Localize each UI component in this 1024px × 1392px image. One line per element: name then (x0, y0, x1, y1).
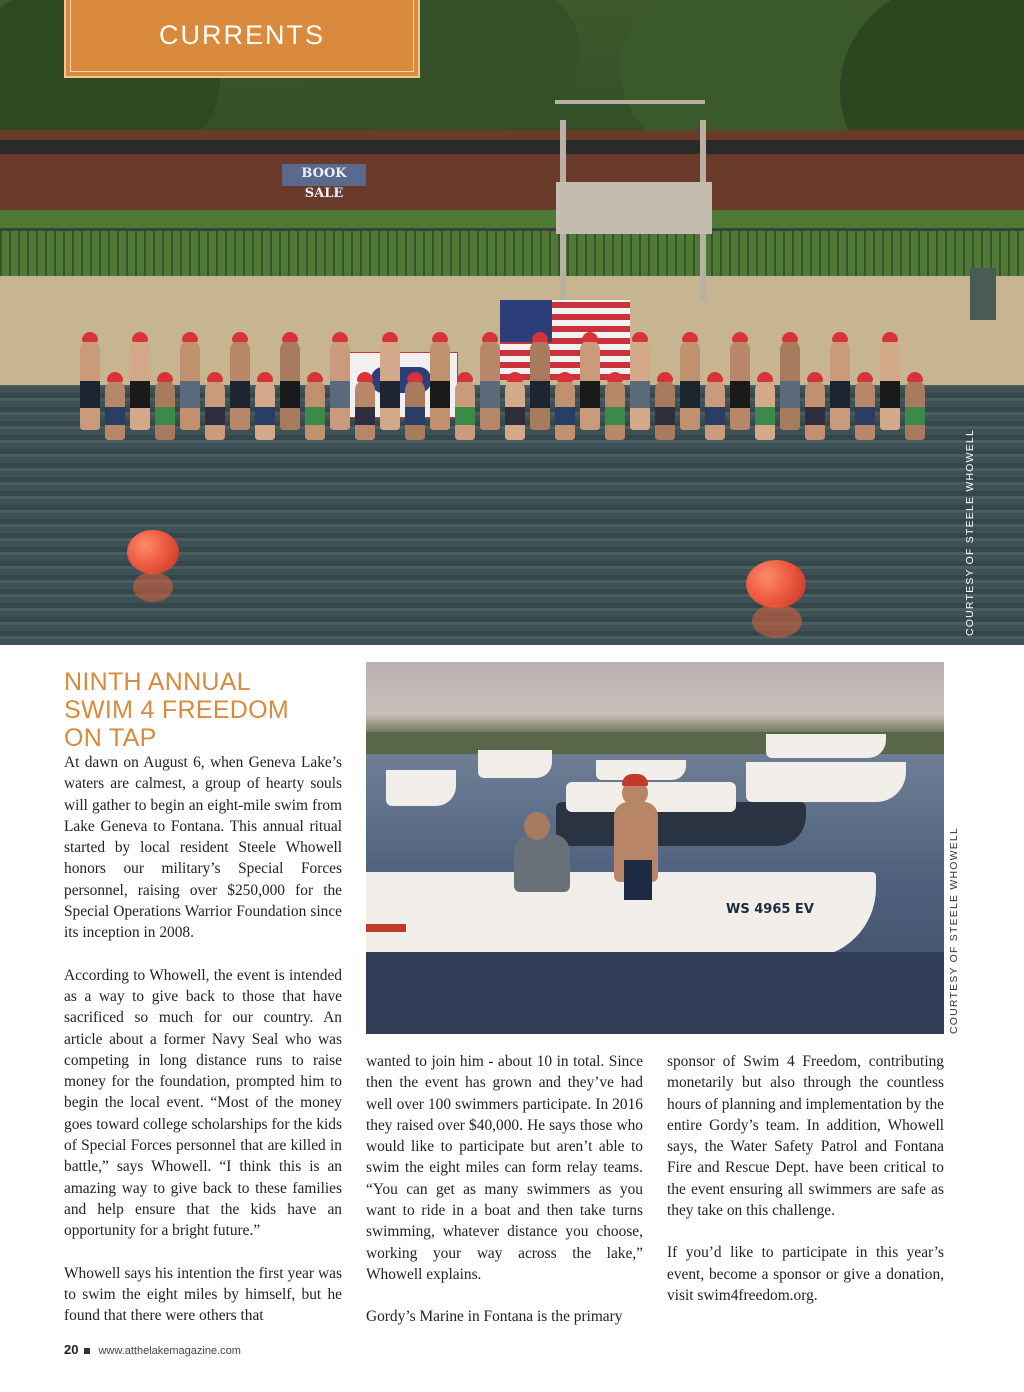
swimmer-shape (755, 380, 775, 440)
red-cap (207, 372, 223, 382)
red-cap (532, 332, 548, 342)
book-sale-sign: BOOK SALE (282, 164, 366, 186)
headline-line: NINTH ANNUAL (64, 668, 251, 696)
red-cap (132, 332, 148, 342)
red-cap (507, 372, 523, 382)
swimmer-shape (505, 380, 525, 440)
hero-photo-credit: COURTESY OF STEELE WHOWELL (964, 428, 976, 636)
red-cap (682, 332, 698, 342)
swimmer-shape (105, 380, 125, 440)
red-cap (907, 372, 923, 382)
red-cap (607, 372, 623, 382)
swimmer-shape (630, 340, 650, 430)
headline-line: SWIM 4 FREEDOM (64, 696, 290, 724)
swimmer-shape (80, 340, 100, 430)
boat-registration: WS 4965 EV (726, 902, 814, 917)
page-number: 20 (64, 1342, 79, 1357)
person-shape (514, 834, 570, 892)
boat-shape (478, 750, 552, 778)
red-cap (632, 332, 648, 342)
boat-photo (366, 662, 944, 1034)
red-cap (657, 372, 673, 382)
red-cap (807, 372, 823, 382)
swimmer-shape (705, 380, 725, 440)
swimmer-shape (330, 340, 350, 430)
swimmer-shape (380, 340, 400, 430)
red-cap (282, 332, 298, 342)
swimmer-shape (555, 380, 575, 440)
page-footer (64, 1342, 241, 1357)
boat-shape (746, 762, 906, 802)
red-cap (482, 332, 498, 342)
swimmer-shape (155, 380, 175, 440)
article-column-2 (366, 1051, 643, 1328)
footer-url[interactable]: www.atthelakemagazine.com (98, 1345, 241, 1357)
tower-platform (556, 182, 712, 234)
swimmer-shape (280, 340, 300, 430)
swim-trunks (624, 860, 652, 900)
swimmer-shape (205, 380, 225, 440)
swimmer-shape (830, 340, 850, 430)
red-cap (307, 372, 323, 382)
swimmer-shape (905, 380, 925, 440)
red-cap (332, 332, 348, 342)
red-cap (182, 332, 198, 342)
swimmer-shape (580, 340, 600, 430)
red-cap (382, 332, 398, 342)
swimmer-shape (730, 340, 750, 430)
red-cap (557, 372, 573, 382)
red-cap (457, 372, 473, 382)
red-cap (257, 372, 273, 382)
american-flag (500, 300, 630, 380)
section-tag (64, 0, 420, 78)
tower-roof (555, 100, 705, 124)
red-cap (157, 372, 173, 382)
paragraph: wanted to join him - about 10 in total. Since then the event has grown and they’ve had well over 100 swimmers participate. In 2016 they raised over $40,000. He says those who would like to participate but aren’t able to swim the eight miles can form relay teams. “You can get as many swimmers as you want to ride in a boat and then take turns swimming, whatever distance you choose, working your way across the lake,” Whowell explains. (366, 1053, 643, 1283)
red-cap (857, 372, 873, 382)
red-cap (432, 332, 448, 342)
red-cap (782, 332, 798, 342)
red-cap (82, 332, 98, 342)
red-cap (882, 332, 898, 342)
swimmer-shape (530, 340, 550, 430)
swimmer-shape (455, 380, 475, 440)
swimmer-shape (805, 380, 825, 440)
paragraph: If you’d like to participate in this year’s event, become a sponsor or give a donation, visit swim4freedom.org. (667, 1244, 944, 1304)
swimmer-shape (680, 340, 700, 430)
hero-photo (0, 0, 1024, 645)
swimmer-shape (480, 340, 500, 430)
red-cap (832, 332, 848, 342)
buoy-reflection (752, 604, 802, 638)
red-cap (232, 332, 248, 342)
buoy (746, 560, 806, 608)
paragraph: According to Whowell, the event is intended as a way to give back to those that have sacrificed so much for our country. An article about a former Navy Seal who was competing in long distance runs to raise money for the foundation, prompted him to begin the local event. “Most of the money goes toward college scholarships for the kids of Special Forces personnel that are killed in battle,” says Whowell. “I think this is an amazing way to give back to these families and help ensure that the kids have an opportunity for a bright future.” (64, 966, 342, 1240)
boat-shape (386, 770, 456, 806)
red-cap (407, 372, 423, 382)
paragraph: Gordy’s Marine in Fontana is the primary (366, 1308, 623, 1326)
swimmer-shape (355, 380, 375, 440)
article-headline (64, 668, 354, 752)
swimmer-shape (880, 340, 900, 430)
boat-photo-credit: COURTESY OF STEELE WHOWELL (948, 826, 960, 1034)
footer-separator (84, 1348, 90, 1354)
red-cap (732, 332, 748, 342)
swimmer-shape (655, 380, 675, 440)
boat-shape (766, 734, 886, 758)
swimmer-shape (855, 380, 875, 440)
swimmer-shape (430, 340, 450, 430)
main-boat-hull (366, 872, 876, 958)
swimmer-shape (255, 380, 275, 440)
paragraph: At dawn on August 6, when Geneva Lake’s waters are calmest, a group of hearty souls will gather to begin an eight-mile swim from Lake Geneva to Fontana. This annual ritual started by local resident Steele Whowell honors our military’s Special Forces personnel, raising over $250,000 for the Special Operations Warrior Foundation since its inception in 2008. (64, 754, 342, 942)
water-shape (366, 952, 944, 1034)
buoy-reflection (133, 572, 173, 602)
swimmer-shape (780, 340, 800, 430)
fence-shape (0, 228, 1024, 279)
headline-line: ON TAP (64, 724, 157, 752)
roof-shape (0, 140, 1024, 154)
article-column-3 (667, 1051, 944, 1306)
paragraph: sponsor of Swim 4 Freedom, contributing monetarily but also through the countless hours of planning and implementation by the entire Gordy’s team. In addition, Whowell says, the Water Safety Patrol and Fontana Fire and Rescue Dept. have been critical to the event ensuring all swimmers are safe as they take on this challenge. (667, 1053, 944, 1220)
swimmer-shape (305, 380, 325, 440)
swimmer-shape (405, 380, 425, 440)
red-cap (582, 332, 598, 342)
swimmer-shape (180, 340, 200, 430)
red-cap (707, 372, 723, 382)
swimmer-shape (605, 380, 625, 440)
red-cap (757, 372, 773, 382)
person-head (524, 812, 550, 840)
buoy (127, 530, 179, 574)
paragraph: Whowell says his intention the first year was to swim the eight miles by himself, but he found that there were others that (64, 1264, 342, 1325)
swimmer-shape (230, 340, 250, 430)
red-cap (107, 372, 123, 382)
red-cap (357, 372, 373, 382)
trash-bin (970, 268, 996, 320)
red-cap (622, 774, 648, 786)
article-column-1 (64, 752, 342, 1326)
swimmer-shape (130, 340, 150, 430)
section-tag-label: CURRENTS (158, 20, 325, 50)
